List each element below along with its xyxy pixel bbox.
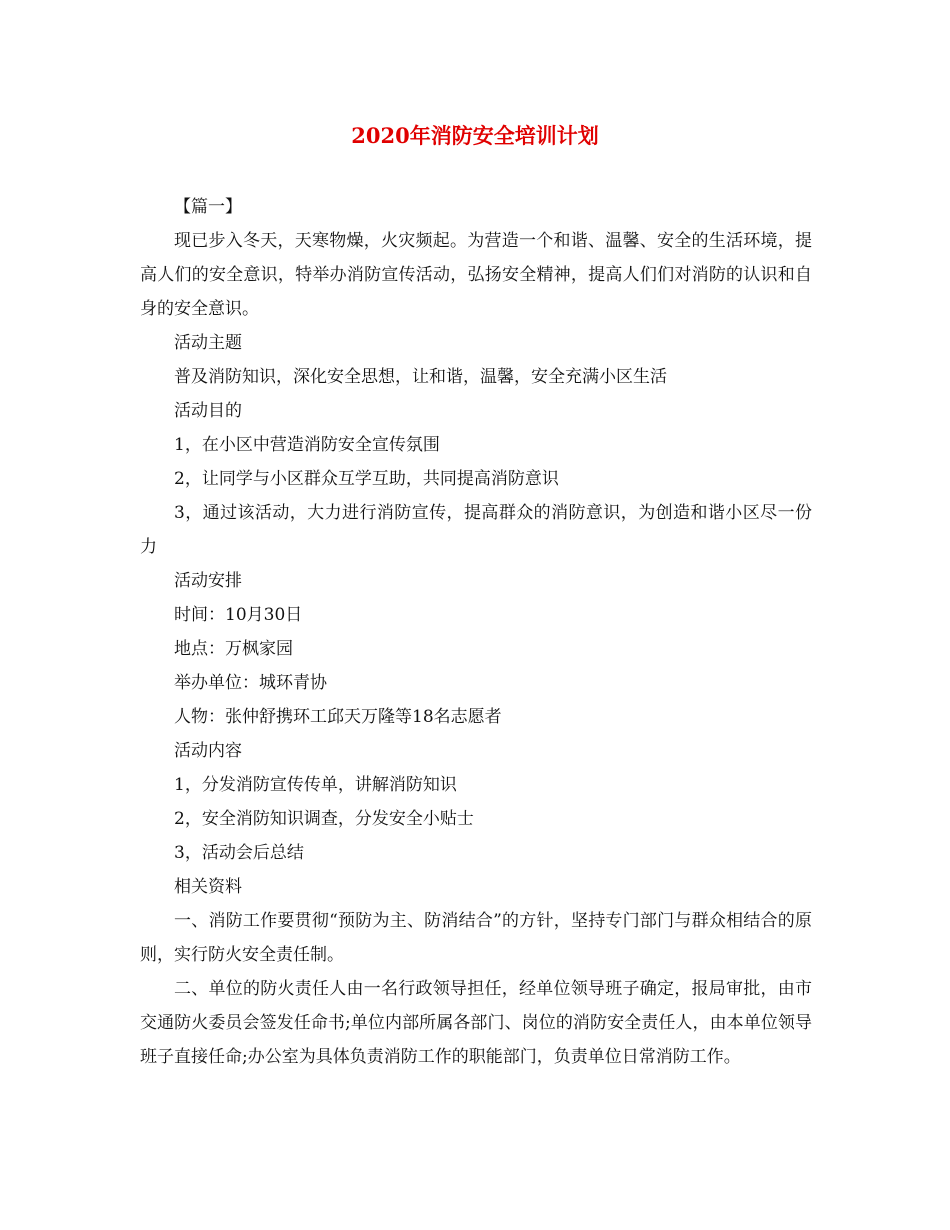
arrangement-heading: 活动安排	[174, 571, 242, 591]
content-item: 1，分发消防宣传传单，讲解消防知识	[174, 775, 457, 795]
content-item: 3，活动会后总结	[174, 843, 304, 863]
reference-heading: 相关资料	[174, 877, 242, 897]
reference-paragraph: 一、消防工作要贯彻“预防为主、防消结合”的方针，坚持专门部门与群众相结合的原则，实行防火安全责任制。	[140, 911, 812, 965]
arrangement-people: 人物：张仲舒携环工邱天万隆等18名志愿者	[174, 707, 502, 727]
content-heading: 活动内容	[174, 741, 242, 761]
content-item: 2，安全消防知识调查，分发安全小贴士	[174, 809, 474, 829]
arrangement-location: 地点：万枫家园	[174, 639, 293, 659]
document-title: 2020年消防安全培训计划	[351, 123, 599, 148]
purpose-item: 3，通过该活动，大力进行消防宣传，提高群众的消防意识，为创造和谐小区尽一份力	[140, 503, 812, 557]
purpose-heading: 活动目的	[174, 401, 242, 421]
document-body	[140, 190, 812, 1074]
reference-paragraph: 二、单位的防火责任人由一名行政领导担任，经单位领导班子确定，报局审批，由市交通防火委员会签发任命书;单位内部所属各部门、岗位的消防安全责任人，由本单位领导班子直接任命;办公室为具体负责消防工作的职能部门，负责单位日常消防工作。	[140, 979, 812, 1067]
theme-text: 普及消防知识，深化安全思想，让和谐，温馨，安全充满小区生活	[174, 367, 667, 387]
intro-paragraph: 现已步入冬天，天寒物燥，火灾频起。为营造一个和谐、温馨、安全的生活环境，提高人们的安全意识，特举办消防宣传活动，弘扬安全精神，提高人们们对消防的认识和自身的安全意识。	[140, 231, 812, 319]
arrangement-time: 时间：10月30日	[174, 605, 303, 625]
section-heading: 【篇一】	[174, 197, 242, 217]
theme-heading: 活动主题	[174, 333, 242, 353]
arrangement-organizer: 举办单位：城环青协	[174, 673, 327, 693]
purpose-item: 2，让同学与小区群众互学互助，共同提高消防意识	[174, 469, 559, 489]
purpose-item: 1，在小区中营造消防安全宣传氛围	[174, 435, 440, 455]
